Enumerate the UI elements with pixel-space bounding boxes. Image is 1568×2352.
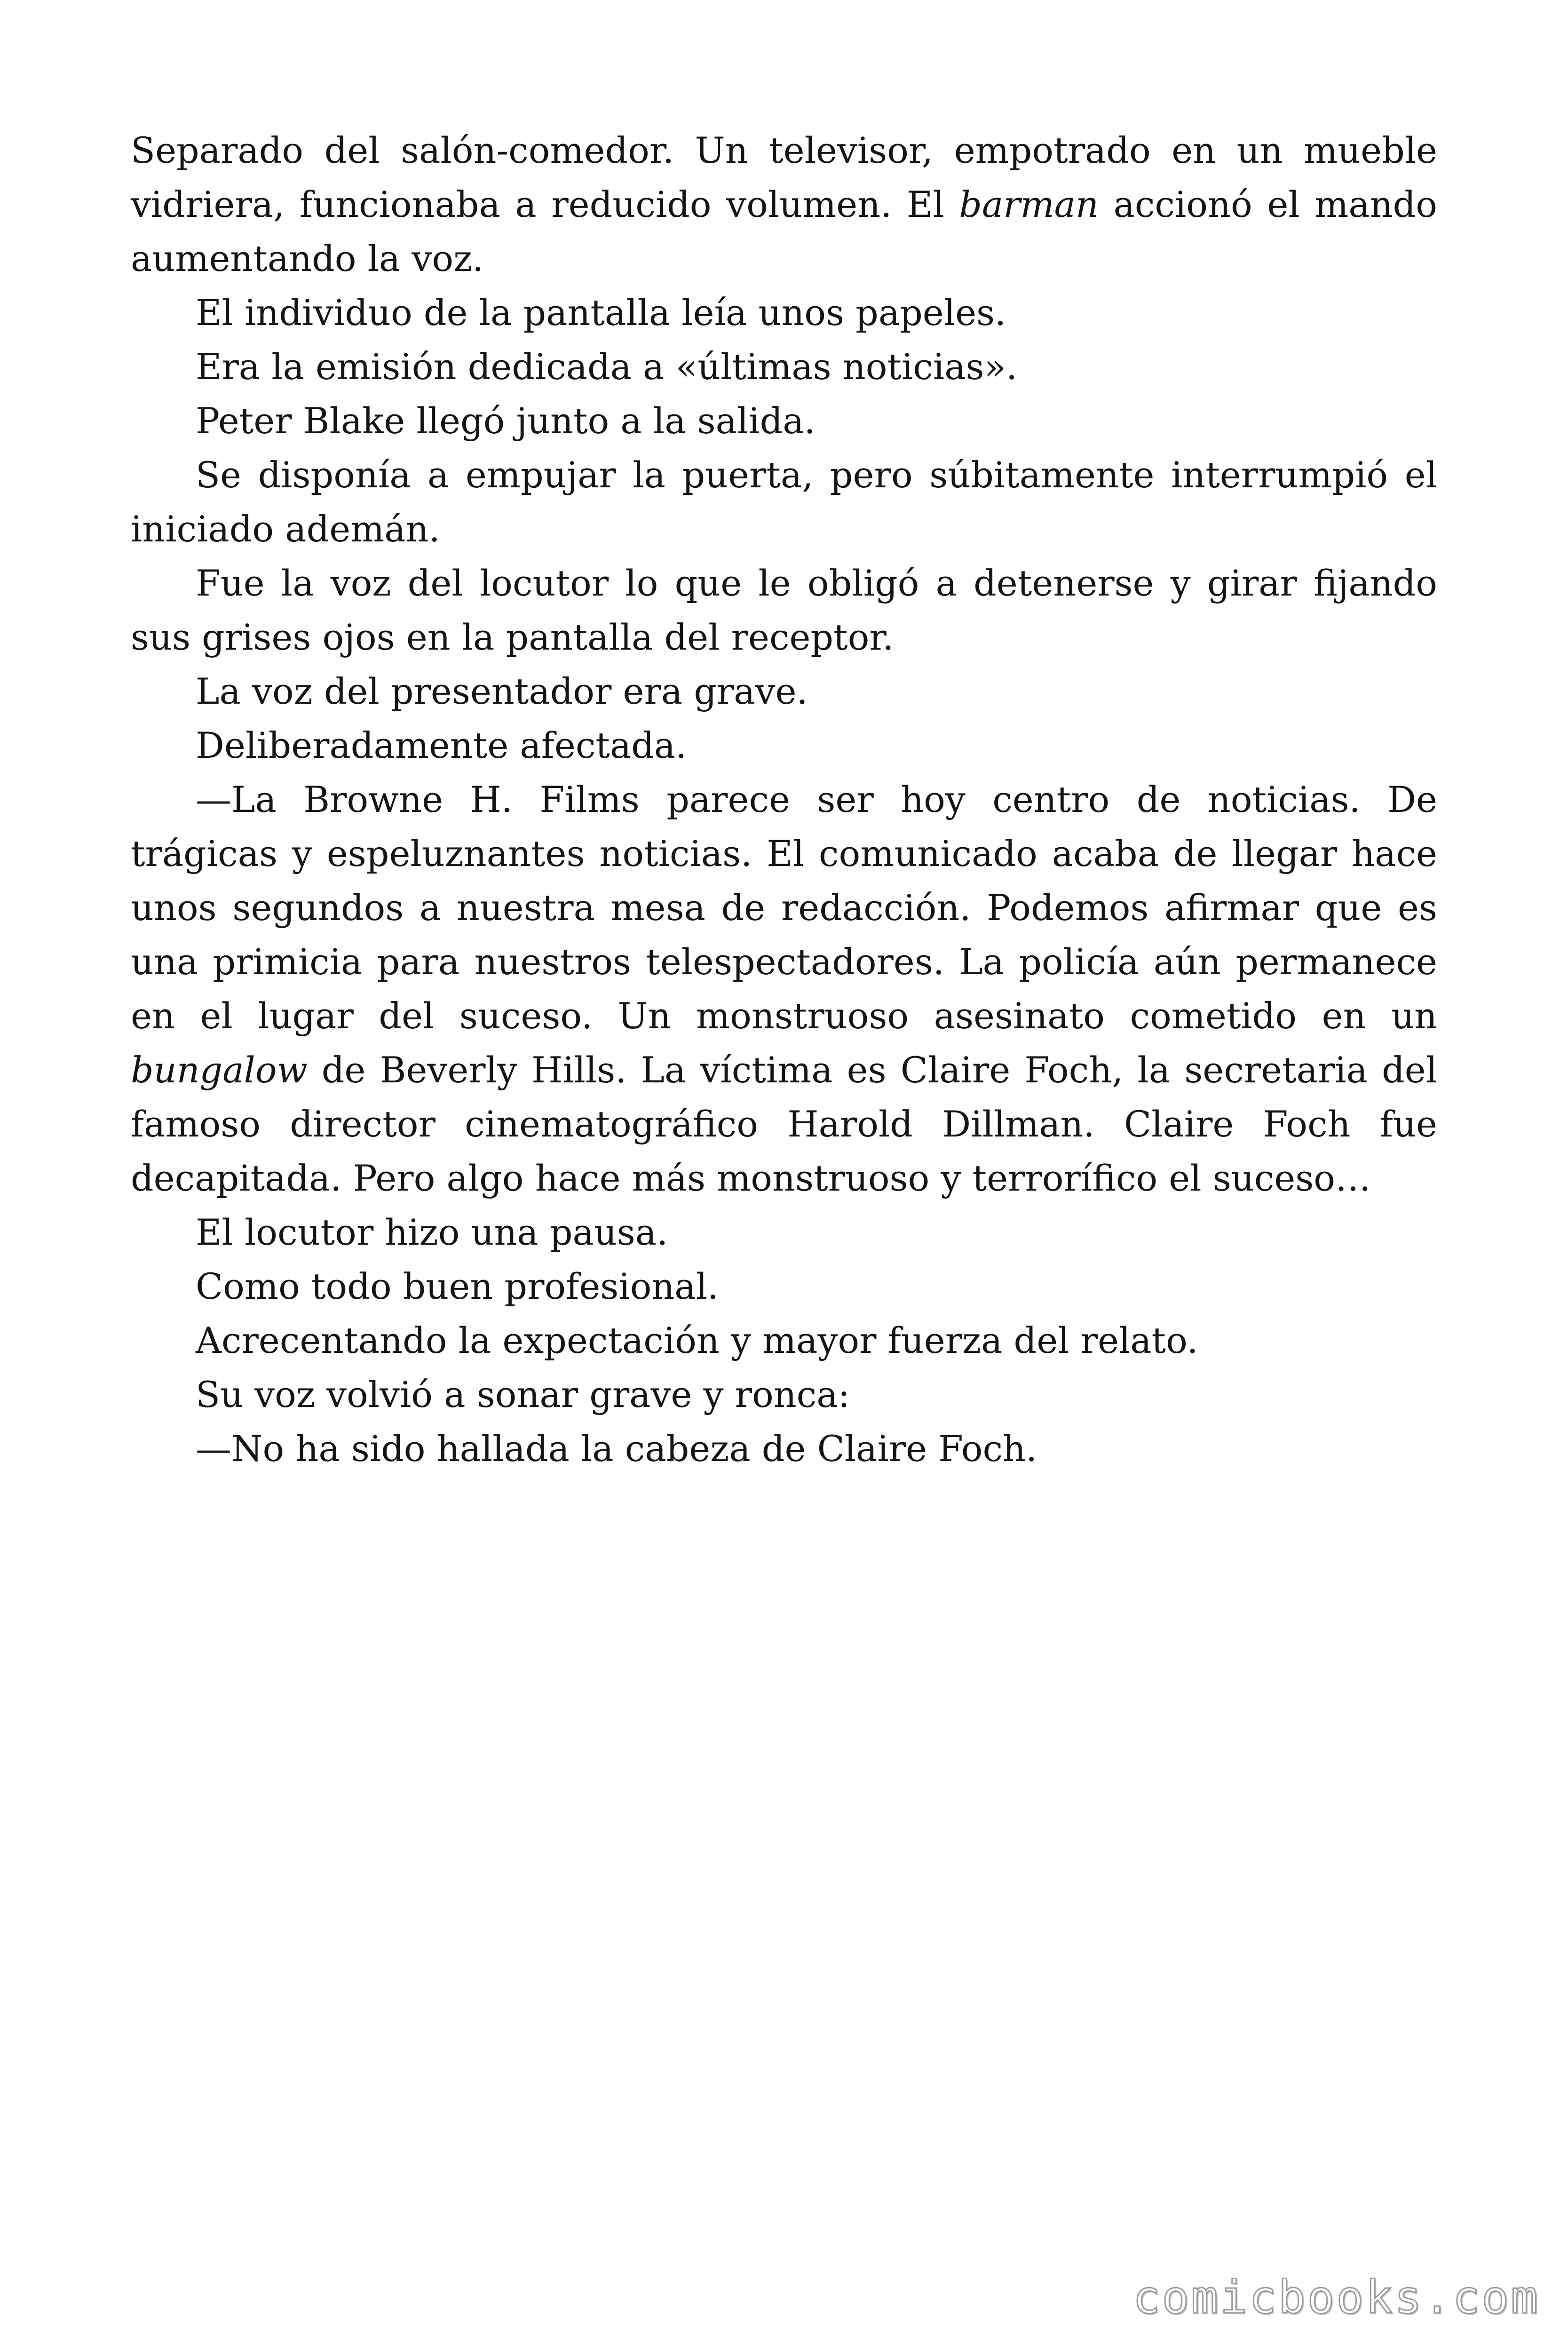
paragraph-text: La voz del presentador era grave. [196, 670, 808, 712]
paragraph [131, 340, 1437, 394]
paragraph-text: Se disponía a empujar la puerta, pero súbitamente interrumpió el iniciado ademán. [131, 454, 1437, 550]
paragraph-text: Como todo buen profesional. [196, 1265, 719, 1307]
paragraph-text: Era la emisión dedicada a «últimas noticias». [196, 346, 1018, 388]
paragraph [131, 394, 1437, 448]
paragraph-text: El locutor hizo una pausa. [196, 1211, 668, 1253]
page-body [131, 123, 1437, 1476]
paragraph-text: Fue la voz del locutor lo que le obligó a detenerse y girar fijando sus grises ojos en la pantalla del receptor. [131, 562, 1437, 658]
paragraph-text: accionó el mando aumentando la voz. [131, 183, 1437, 279]
paragraph [131, 448, 1437, 556]
paragraph-text: —La Browne H. Films parece ser hoy centro de noticias. De trágicas y espeluznantes noticias. El comunicado acaba de llegar hace unos segundos a nuestra mesa de redacción. Podemos afirmar que es una primicia para nuestros telespectadores. La policía aún permanece en el lugar del suceso. Un monstruoso asesinato cometido en un [131, 779, 1437, 1037]
paragraph [131, 1422, 1437, 1476]
italic-term: bungalow [131, 1049, 308, 1091]
paragraph-text: El individuo de la pantalla leía unos papeles. [196, 292, 1006, 334]
paragraph [131, 664, 1437, 718]
paragraph-text: Deliberadamente afectada. [196, 724, 687, 766]
paragraph [131, 772, 1437, 1205]
paragraph-text: Separado del salón-comedor. Un televisor, empotrado en un mueble vidriera, funcionaba a reducido volumen. El [131, 129, 1437, 225]
paragraph [131, 1367, 1437, 1422]
paragraph-text: de Beverly Hills. La víctima es Claire Foch, la secretaria del famoso director cinematográfico Harold Dillman. Claire Foch fue decapitada. Pero algo hace más monstruoso y terrorífico el suceso… [131, 1049, 1437, 1199]
paragraph [131, 718, 1437, 772]
paragraph-text: Acrecentando la expectación y mayor fuerza del relato. [196, 1319, 1198, 1361]
paragraph [131, 1259, 1437, 1313]
paragraph-text: Peter Blake llegó junto a la salida. [196, 400, 816, 442]
paragraph [131, 556, 1437, 664]
paragraph-text: Su voz volvió a sonar grave y ronca: [196, 1374, 850, 1415]
watermark: comicbooks.com [1132, 2271, 1540, 2324]
italic-term: barman [959, 183, 1099, 225]
paragraph [131, 123, 1437, 286]
paragraph [131, 1313, 1437, 1367]
paragraph-text: —No ha sido hallada la cabeza de Claire Foch. [196, 1428, 1037, 1470]
paragraph [131, 286, 1437, 340]
paragraph [131, 1205, 1437, 1259]
